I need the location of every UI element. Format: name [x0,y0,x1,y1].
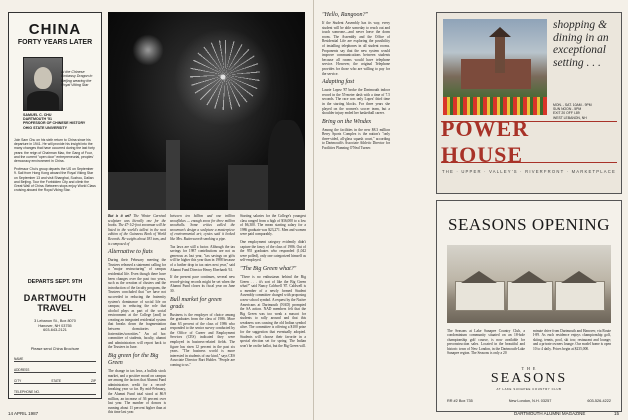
heading-alternative-to-fiats: Alternative to fiats [108,249,153,256]
condo-wing [507,281,553,311]
logo-line: DARTMOUTH [23,293,87,303]
form-field-name[interactable]: NAME [14,353,96,362]
condo-roof [461,271,497,283]
seasons-logo-name: SEASONS [490,371,568,386]
condo-wing [555,281,605,311]
tulip-bed [443,97,547,115]
firework-burst [128,30,168,70]
page-folio-left: 14 APRIL 1987 [8,411,39,416]
portrait-face [34,67,52,89]
seasons-condo-illustration [447,245,611,323]
china-ad-subtitle: FORTY YEARS LATER [17,39,93,46]
fireworks-snow-sculpture-photo [108,12,305,210]
dartmouth-travel-logo [9,293,101,313]
form-field-telephone[interactable]: TELEPHONE NO. [14,386,96,395]
professor-credentials [23,113,85,130]
article-paragraph: If the present pace continues, several new record-giving records might be set when the Alumni Fund closes its fiscal year on June 30. [170,275,235,293]
powerhouse-title: POWER HOUSE [441,121,617,163]
portrait-caption: At the Chinese Embassy Dragon in Beijing wearing the Royal Viking Star [61,70,93,88]
brochure-request-form [14,347,96,395]
snowman-sculpture [166,140,180,210]
seasons-ad [436,200,622,412]
china-ad-paragraph: Professor Chu's group departs the US on September 9. Sail from Hong Kong aboard the Royal Viking Star on September 13 and visit Shanghai, Suzhou, Dalian and Beijing. Tour the Forbidden City and climb the Great Wall of China. Between stops enjoy World Class cruising aboard the Royal Viking Star. [14,167,96,193]
photo-caption-continued: between ten billion and one trillion snowflakes — enough snow for three million snowballs. Some critics called the snowman's design a sculpture a masterpiece of environmental art; cynics said it looked like Mrs. Buttersworth smoking a pipe. [170,214,235,241]
page-folio-magazine: DARTMOUTH ALUMNI MAGAZINE [514,411,586,416]
china-ad-body [14,138,96,192]
china-ad-paragraph: Join Sam Chu on his sixth return to China since his departure in 1941. He will provide his insight into the many changes that have occurred during the last forty years: the reign of Chairman Mao, the Gang of Four, and the current "open door" entrepreneurial, peoples' democracy environment in China. [14,138,95,164]
seasons-contact [447,399,611,403]
logo-line: TRAVEL [37,303,73,313]
credential-line: DARTMOUTH '51 [23,117,53,122]
heading-bull-market: Bull market for green grads [170,296,222,310]
condo-roof [561,271,597,283]
portrait-shoulders [27,91,59,110]
article-paragraph: If the Student Assembly has its way, every student will be able someday to reach out and touch someone—and never leave the dorm room. The Assembly and the Office of Residential Life are exploring the possibility of installing telephones in all student rooms. Proponents say that the new system would improve communications between students because all rooms would have telephone service. However, the original Telephone provides for those who are willing to pay for the service. [322,21,390,76]
seasons-town: New London, N.H. 03257 [508,399,552,403]
seasons-title: SEASONS OPENING [448,215,610,234]
powerhouse-strapline: THE · UPPER · VALLEY'S · RIVERFRONT · MARKETPLACE [442,169,616,174]
building-silhouette [108,172,168,210]
article-paragraph: Laurie Lopez '87 broke the Dartmouth indoor record in the 55-meter dash with a time of 7.5 seconds. The race was only Lopez' third time in the starting blocks. For three years she played on the women's soccer team, but a shoulder injury ended her basketball career. [322,88,390,116]
seasons-logo [437,366,621,391]
tree-silhouette [268,120,305,210]
credential-line: PROFESSOR OF CHINESE HISTORY [23,121,86,126]
hours-line: WEST LEBANON, NH [553,115,587,120]
photo-caption: But is it art? The Winter Carnival sculpture was literally one for the books. The 47-1/2-foot snowman will be listed in the world's tallest in the next edition of the Guinness Book of World Records. He weighs about 183 tons, and is composed of [108,214,166,246]
article-paragraph: During their February meeting the Trustees released a statement calling for a "major restructuring" of campus residential life. Even though there have been changes over the past two years, such as the creation of clusters and the introduction of the faculty program, the Trustees concluded that "we have not succeeded in reducing the fraternity system's dominance of social life on campus; in reducing the role that alcohol plays as part of the social environment at the College [and] in creating an integrated residential system that breaks down the fragmentation between dormitories and fraternities/sororities." An ad hoc committee of students, faculty, alumni and administrators will report back to the Trustees in June. [108,258,166,350]
article-paragraph: Among the facilities in the new $8.3 million Berry Sports Complex is the nation's "only three-sided, all-glass squash court," according to Dartmouth's Associate Athletic Director for Facilities Planning O'Neal Turner. [322,127,390,151]
seasons-body-left: The Seasons at Lake Sunapee Country Club, a condominium community situated on an 18-hole championship golf course, is now available for preconstruction sales. Located in the beautiful and historic town of New London, in the Dartmouth-Lake Sunapee region. The Seasons is only a 20 [447,329,525,356]
address-line: 3 Lebanon St., Box 8070 [34,319,76,323]
article-paragraph: Starting salaries for the College's youngest class ranged from a high of $36,000 to a low of $6,300. The mean starting salary for a 1986 graduate was $23,271. Men and women were paid comparably. [240,214,306,237]
hours-line: EXIT 20 OFF I-89 [553,111,580,116]
china-ad-title: CHINA [28,21,82,38]
firework-rays [190,40,260,110]
article-column-4 [322,12,390,151]
article-paragraph: Tax laws are still a factor. Although the tax savings for 1987 contributions are not as generous as last year, "tax savings on gifts will be higher this year than in 1988 because of a further drop in tax rates next year," said Alumni Fund Director Henry Eberhardt '61. [170,244,235,272]
powerhouse-building-photo [443,19,547,115]
seasons-body-right: minute drive from Dartmouth and Hanover, via Route I-89. As each residence enjoys championship golf, skiing, tennis, pool, ski tow, restaurant and lounge; and a private owners lounge. Our model home is open 10 to 4 daily. Prices begin at $235,000. [533,329,611,351]
form-field-address[interactable]: ADDRESS [14,364,96,373]
right-page [314,0,628,420]
condo-wing [455,281,505,311]
heading-windex: Bring on the Windex [322,118,372,125]
credential-line: OHIO STATE UNIVERSITY [23,125,67,130]
hours-line: MON. - SAT. 10AM - 9PM [553,103,592,107]
heading-adapting-fast: Adapting fast [322,79,355,86]
article-paragraph: The change in tax laws, a bullish stock market, and a positive mood on campus are among the factors that Alumni Fund administrators credit for a record-breaking year so far. By mid-February, the Alumni Fund total stood at $6.9 million, an increase of 36 percent over last year. The number of donors is running about 11 percent higher than at this time last year. [108,369,166,415]
hours-line: SUN NOON - 5PM [553,107,582,112]
article-column-1 [108,214,166,415]
departure-date: DEPARTS SEPT. 9TH [27,279,83,285]
seasons-logo-the: T H E [521,366,537,371]
form-title: Please send China Brochure [30,347,80,351]
seasons-address: RR #2 Box 735 [447,399,473,403]
professor-portrait [23,57,63,111]
seasons-logo-sub: AT LAKE SUNAPEE COUNTRY CLUB [496,387,562,391]
address-line: Hanover, NH 03755 [38,323,72,328]
heading-big-green: Big green for the Big Green [108,353,159,367]
article-paragraph: "There is no enthusiasm behind the Big Green . . . it's sort of like the Big Green what?" said Nancy Caldwell '87. Caldwell is a member of a newly formed Student Assembly committee charged with proposing a new school symbol. A request by the Native Americans at Dartmouth (NAD) prompted the SA action. NAD members felt that the Big Green was too weak a mascot for students to rally around and that this weakness was causing the old Indian symbol alive. The committee is offering a $100 prize for the suggestion that eventually adopted. Students will choose their favorite in a special election set for spring. The Indian won't be on the ballot, but the Big Green will. [240,274,306,348]
heading-big-green-what: "The Big Green what?" [240,265,297,272]
address-line: 603-643-2121 [43,328,67,333]
article-paragraph: One employment category evidently didn't capture the fancy of the class of 1986. Out of the 955 graduates who responded (1,042 were polled), only one categorized himself as self-employed. [240,239,306,263]
credential-line: SAMUEL C. CHU [23,113,52,117]
tower-roof [489,27,511,37]
powerhouse-tagline: shopping & dining in an exceptional setting . . . [553,19,609,69]
china-travel-ad [8,12,102,399]
powerhouse-ad [436,12,622,194]
article-column-3 [240,214,306,348]
travel-address [9,319,101,333]
clock-tower [495,33,505,73]
heading-hello-rangoon: "Hello, Rangoon?" [322,12,369,18]
condo-roof [511,271,547,283]
article-paragraph: Business is the employer of choice among the graduates from the class of 1986. More than 63 percent of the class of 1986 who responded to the senior survey conducted by the Office of Career and Employment Services (CES) indicated they were employed in business-related fields. The figure has risen 12 percent in the past six years. "The business world is more interested in students of our kind," says CES Associate Director Bart Hubler. "People are coming to us." [170,312,235,368]
form-field-city-state-zip[interactable]: CITY STATE ZIP [14,375,96,384]
page-folio-number: 15 [614,411,620,416]
article-column-2 [170,214,235,368]
seasons-phone: 603-526-4222 [587,399,611,403]
